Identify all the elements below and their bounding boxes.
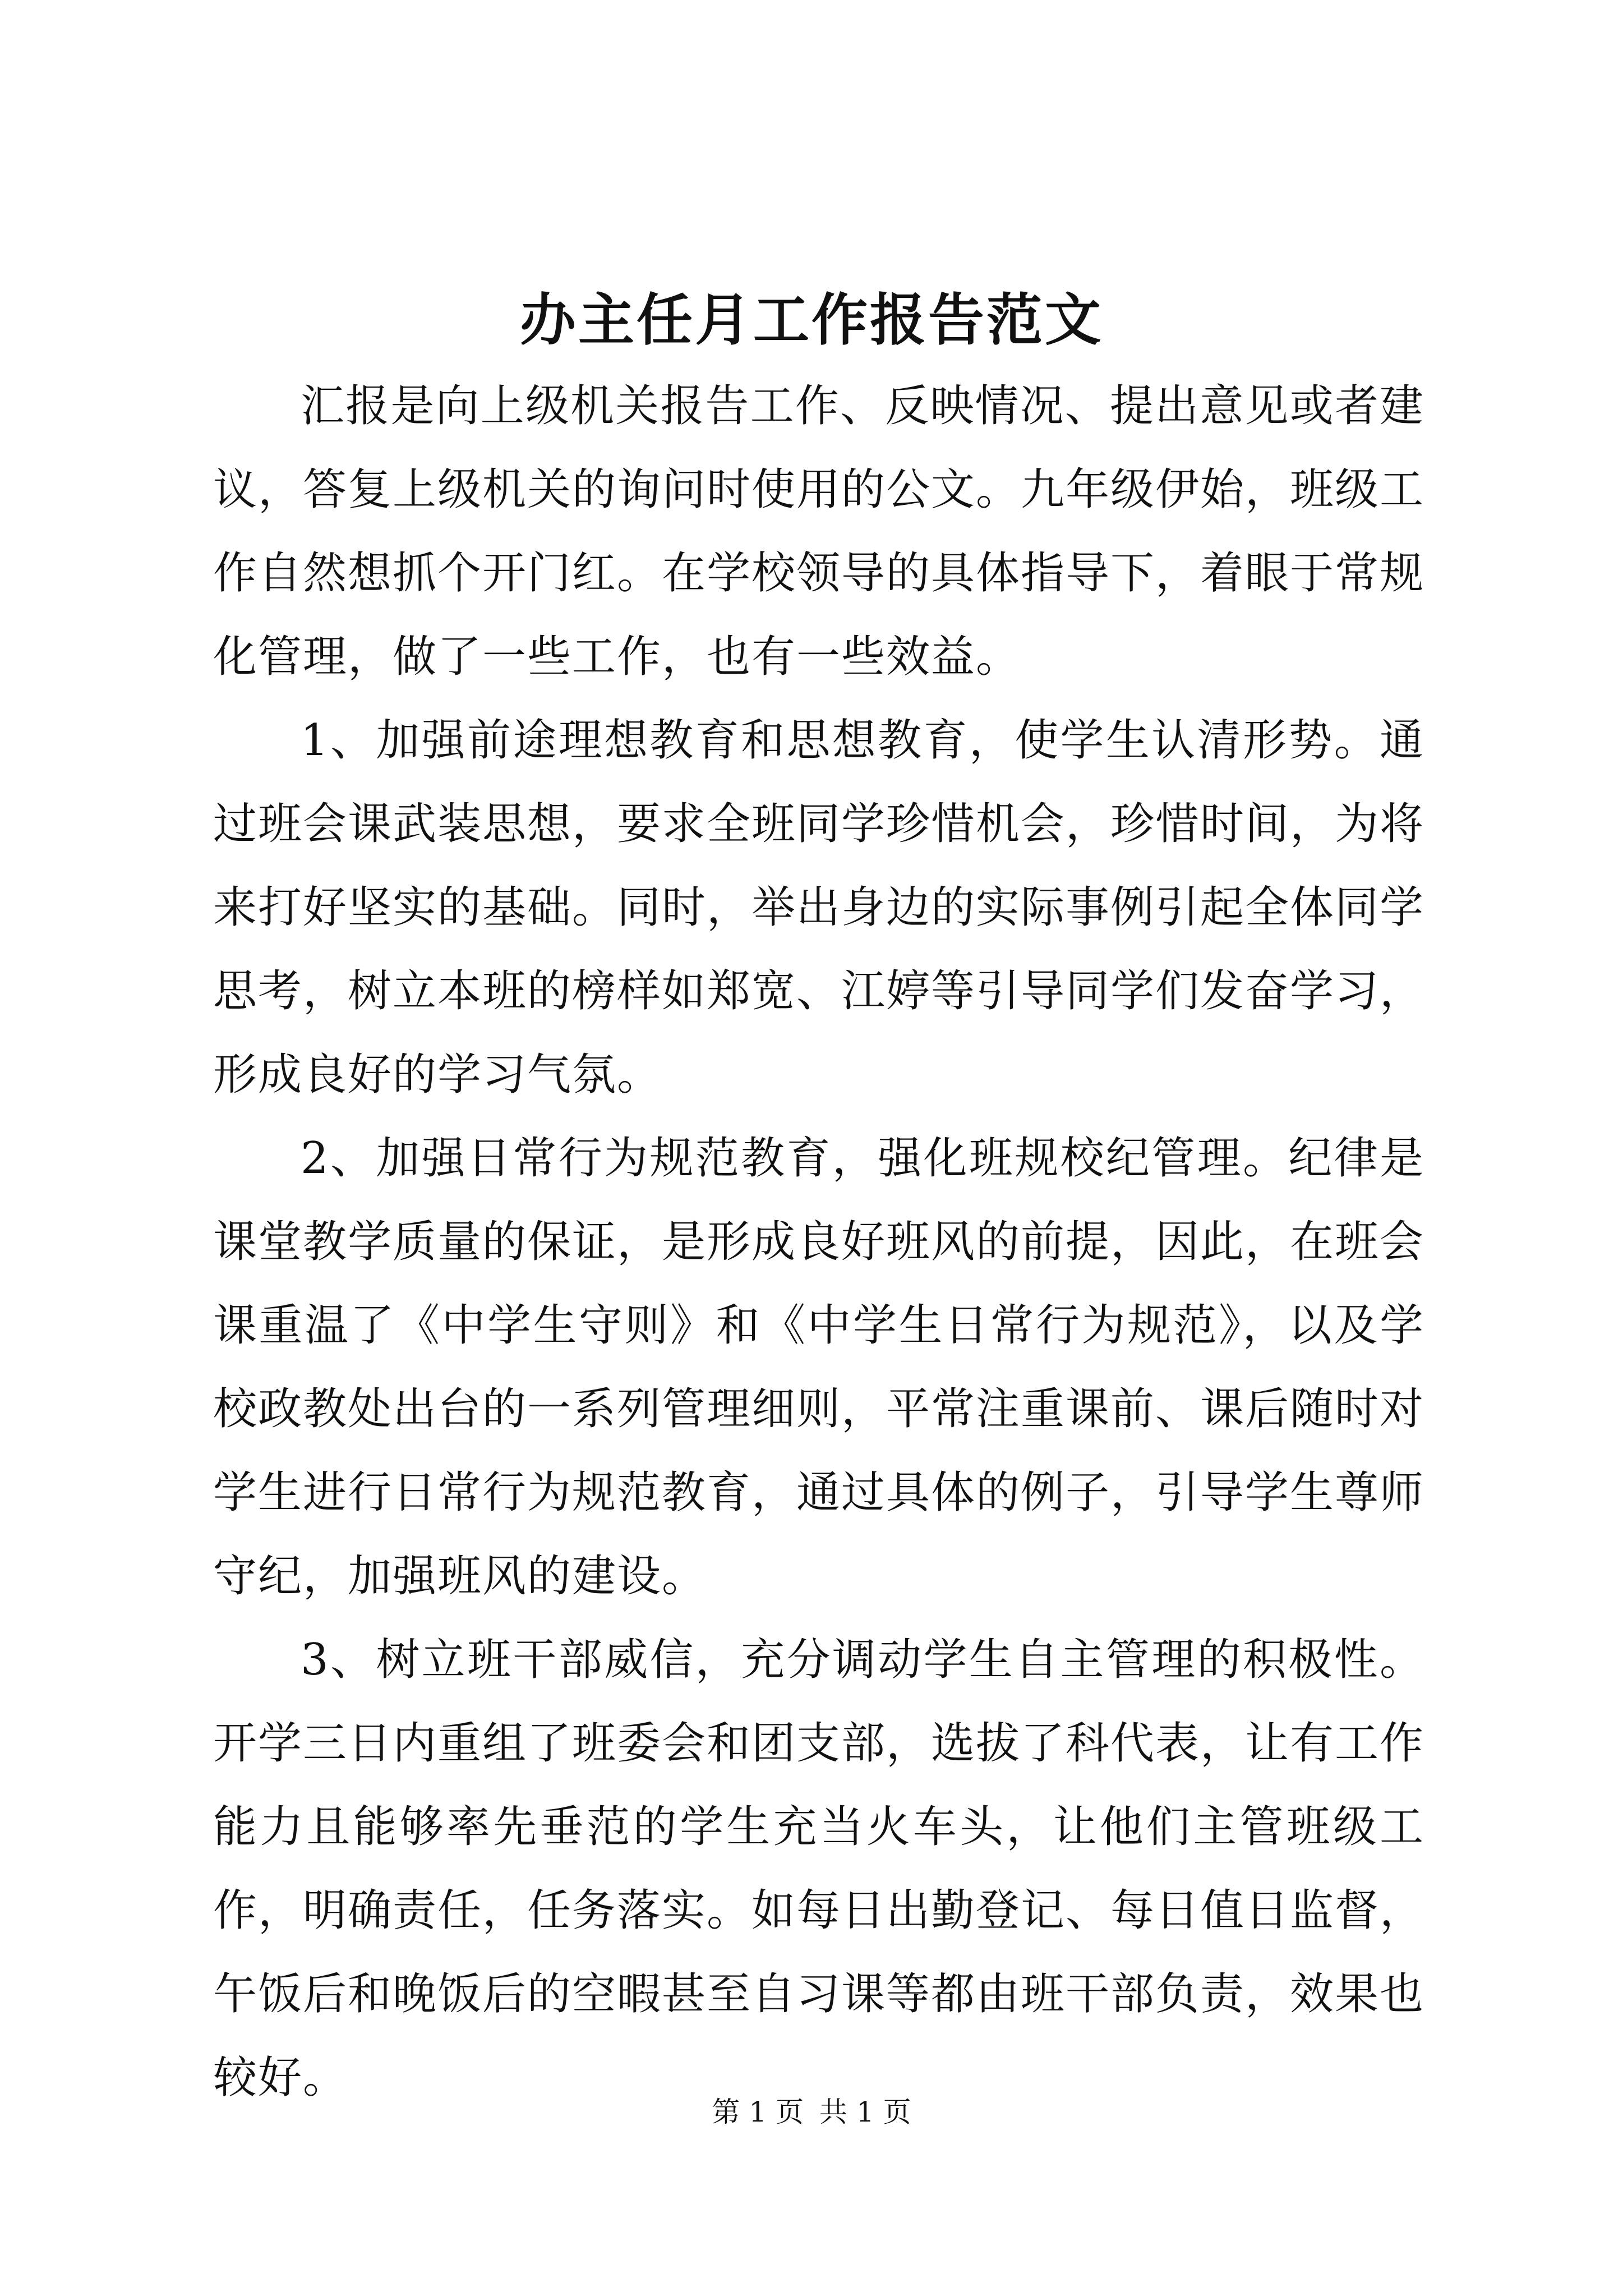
paragraph-intro: 汇报是向上级机关报告工作、反映情况、提出意见或者建议，答复上级机关的询问时使用的公文。九年级伊始，班级工作自然想抓个开门红。在学校领导的具体指导下，着眼于常规化管理，做了一些工作，也有一些效益。 [213,381,1425,682]
page-total: 共 1 页 [819,2096,911,2128]
document-title: 办主任月工作报告范文 [520,287,1103,353]
paragraph-item-3: 3、树立班干部威信，充分调动学生自主管理的积极性。开学三日内重组了班委会和团支部，选拔了科代表，让有工作能力且能够率先垂范的学生充当火车头，让他们主管班级工作，明确责任，任务落实。如每日出勤登记、每日值日监督，午饭后和晚饭后的空暇甚至自习课等都由班干部负责，效果也较好。 [213,1635,1425,2103]
paragraph-item-2: 2、加强日常行为规范教育，强化班规校纪管理。纪律是课堂教学质量的保证，是形成良好班风的前提，因此，在班会课重温了《中学生守则》和《中学生日常行为规范》，以及学校政教处出台的一系列管理细则，平常注重课前、课后随时对学生进行日常行为规范教育，通过具体的例子，引导学生尊师守纪，加强班风的建设。 [213,1133,1425,1602]
page-number: 第 1 页 [712,2096,804,2128]
document-body [213,365,1424,2120]
paragraph-item-1: 1、加强前途理想教育和思想教育，使学生认清形势。通过班会课武装思想，要求全班同学珍惜机会，珍惜时间，为将来打好坚实的基础。同时，举出身边的实际事例引起全体同学思考，树立本班的榜样如郑宽、江婷等引导同学们发奋学习，形成良好的学习气氛。 [213,715,1425,1100]
page-footer [0,2092,1623,2132]
